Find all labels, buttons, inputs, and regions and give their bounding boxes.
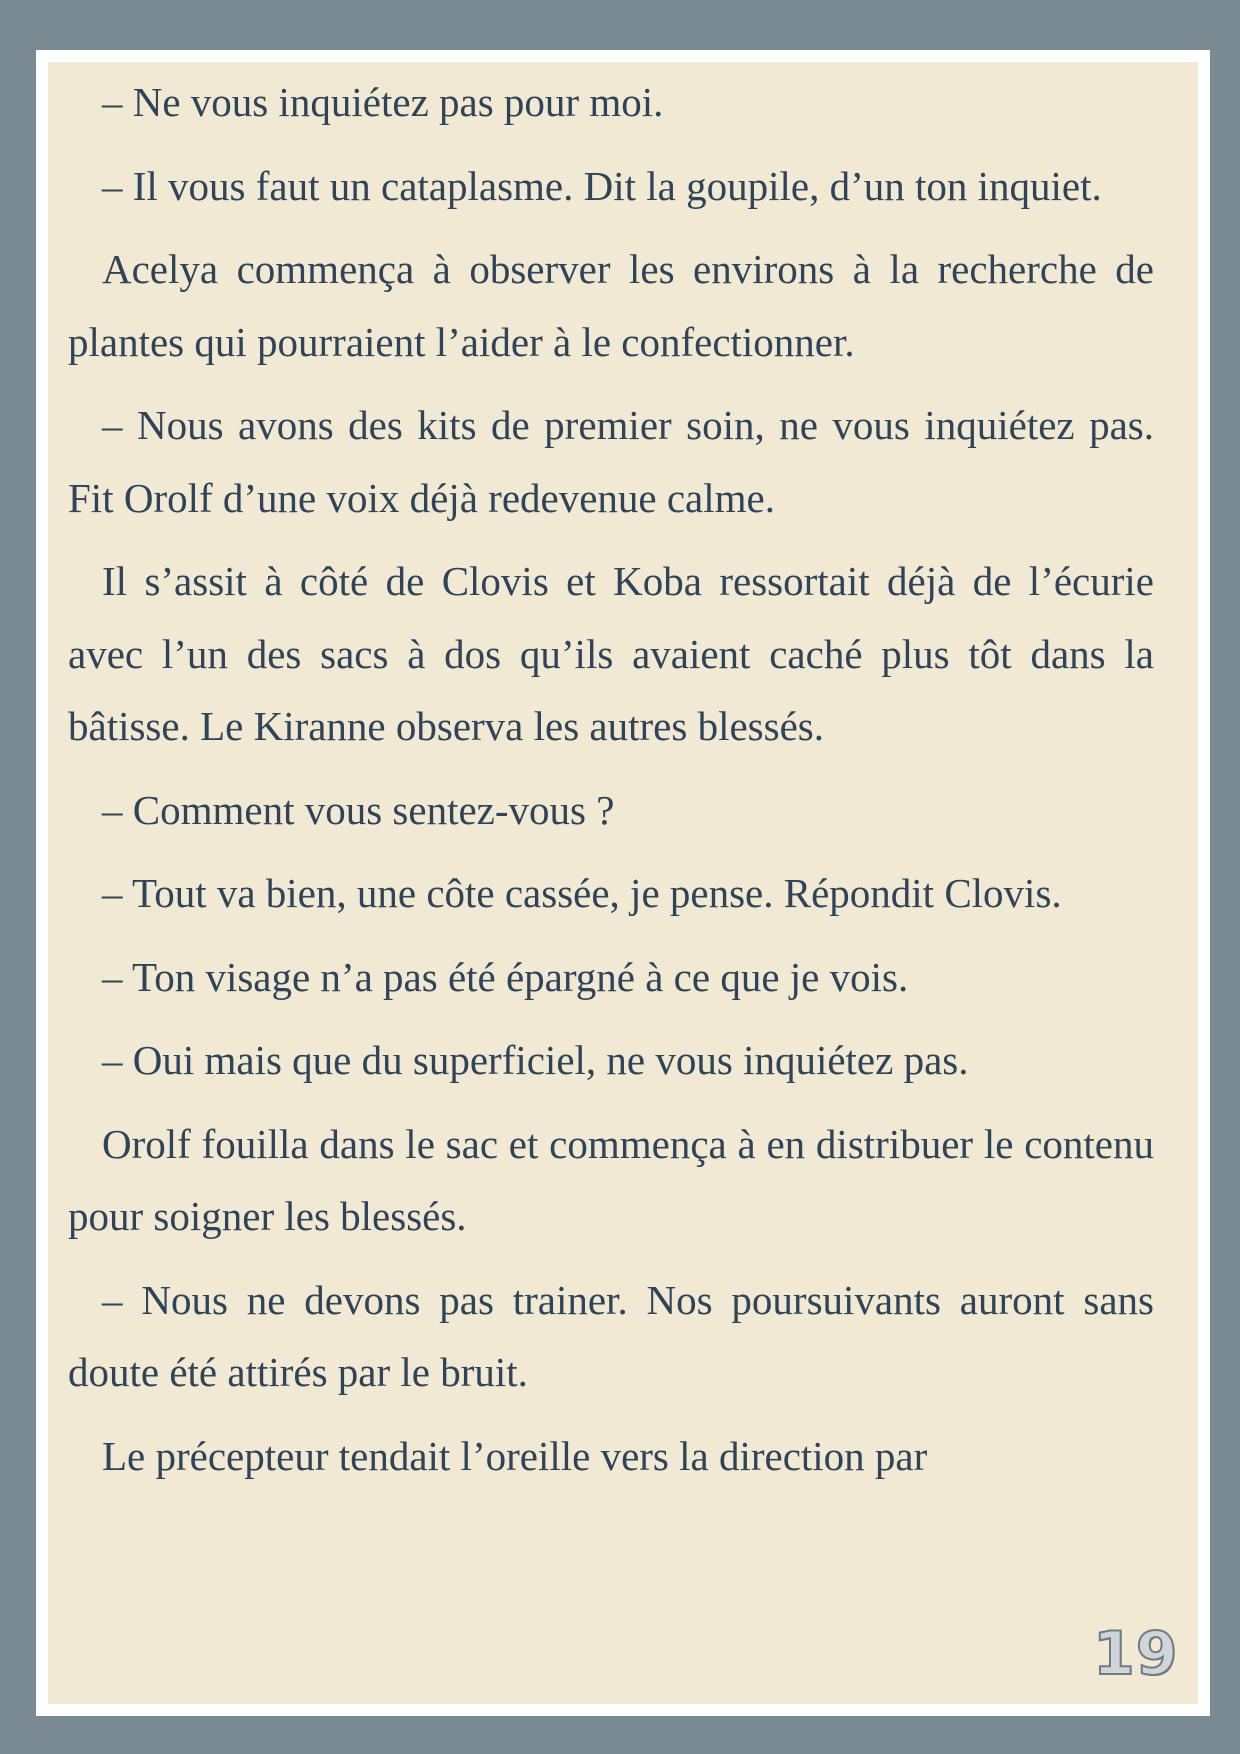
paragraph: – Comment vous sentez-vous ? bbox=[102, 786, 615, 833]
paragraph: – Oui mais que du superficiel, ne vous inquiétez pas. bbox=[102, 1037, 969, 1083]
paragraph: Acelya commença à observer les environs à la recherche de plantes qui pourraient l’aider à le confectionner. bbox=[68, 246, 1154, 365]
paragraph: – Nous ne devons pas trainer. Nos poursuivants auront sans doute été attirés par le bruit. bbox=[68, 1276, 1154, 1395]
paragraph: Le précepteur tendait l’oreille vers la direction par bbox=[102, 1432, 928, 1479]
paragraph: – Il vous faut un cataplasme. Dit la goupile, d’un ton inquiet. bbox=[102, 162, 1102, 209]
paragraph: Orolf fouilla dans le sac et commença à en distribuer le contenu pour soigner les blessés. bbox=[68, 1120, 1154, 1239]
paragraph: – Ton visage n’a pas été épargné à ce que je vois. bbox=[102, 953, 909, 1000]
paragraph: – Nous avons des kits de premier soin, ne vous inquiétez pas. Fit Orolf d’une voix déjà redevenue calme. bbox=[68, 402, 1154, 521]
page-number: 19 bbox=[1093, 1619, 1179, 1689]
paragraph: – Ne vous inquiétez pas pour moi. bbox=[102, 79, 664, 125]
paragraph: Il s’assit à côté de Clovis et Koba ressortait déjà de l’écurie avec l’un des sacs à dos qu’ils avaient caché plus tôt dans la bâtisse. Le Kiranne observa les autres blessés. bbox=[68, 558, 1154, 749]
book-text bbox=[68, 66, 1154, 1492]
paragraph: – Tout va bien, une côte cassée, je pense. Répondit Clovis. bbox=[102, 870, 1062, 916]
